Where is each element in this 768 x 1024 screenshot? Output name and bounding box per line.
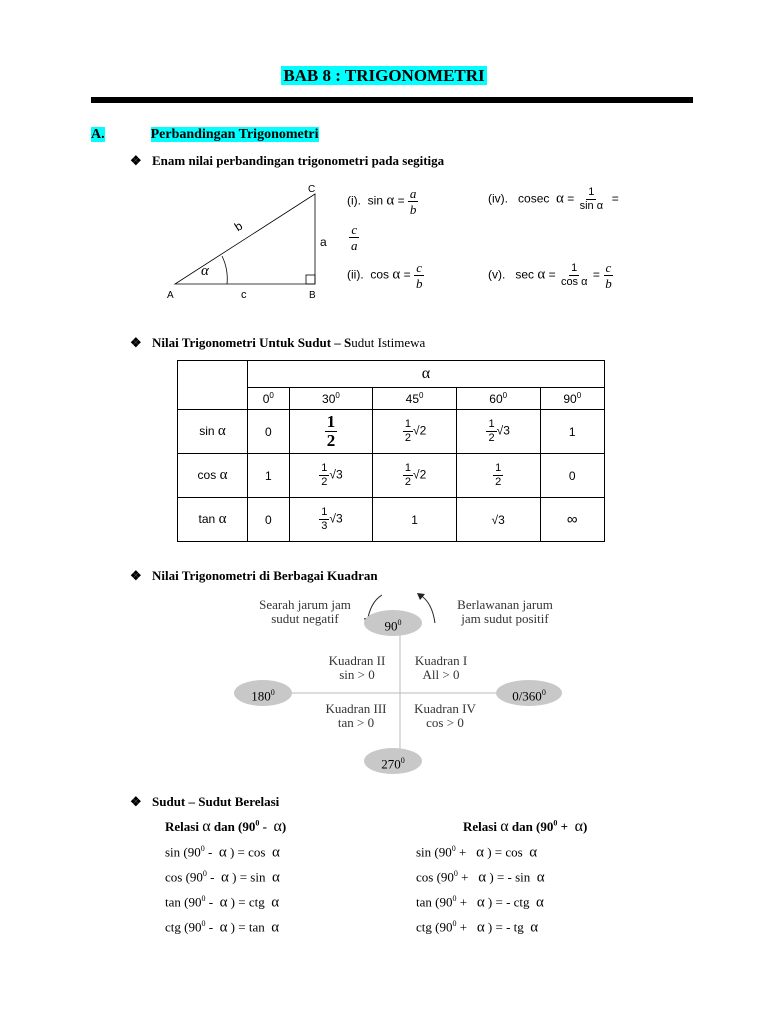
- relation-right-ctg: ctg ($90^0$ + α ) = - tg α: [416, 919, 539, 936]
- table-corner: [178, 361, 248, 410]
- bullet-related-angles: [130, 794, 279, 810]
- cos-30: $\frac{1}{2}$ √3: [289, 454, 373, 498]
- quadrant-0-360: $0/360^0$: [496, 680, 562, 706]
- relation-left-cos: $\cos (90^0$ - α ) = sin α: [165, 869, 280, 886]
- ratio-cosec-result: $\frac{c}{a}$: [351, 222, 358, 253]
- cos-60: $\frac{1}{2}$: [456, 454, 540, 498]
- quadrant-270: $270^0$: [364, 748, 422, 774]
- diamond-bullet-icon: ❖: [130, 335, 142, 350]
- vertex-a: A: [167, 290, 174, 301]
- relation-right-cos: $\cos (90^0$ + α ) = - sin α: [416, 869, 545, 886]
- tan-0: 0: [248, 498, 290, 542]
- cos-90: 0: [540, 454, 605, 498]
- side-b: b: [231, 218, 245, 235]
- sin-90: 1: [540, 410, 605, 454]
- angle-45: $45^0$: [373, 388, 457, 410]
- bullet-text-normal: udut Istimewa: [351, 335, 426, 350]
- bullet-text: Sudut – Sudut Berelasi: [152, 794, 280, 809]
- sin-30: $\frac{1}{2}$: [289, 410, 373, 454]
- quadrant-iii: Kuadran III tan > 0: [325, 701, 387, 730]
- diamond-bullet-icon: ❖: [130, 153, 142, 168]
- relation-left-ctg: ctg ($90^0$ - α ) = tan α: [165, 919, 280, 936]
- ratio-cos: (ii). cos α = $\frac{c}{b}$: [347, 260, 423, 291]
- table-row: [178, 498, 605, 542]
- vertex-b: B: [309, 290, 316, 301]
- row-label-sin: sin α: [178, 410, 248, 454]
- tan-60: √3: [456, 498, 540, 542]
- side-c: c: [241, 289, 247, 301]
- angle-30: $30^0$: [289, 388, 373, 410]
- relation-right-tan: $\tan (90^0$ + α ) = - ctg α: [416, 894, 544, 911]
- section-number: A.: [91, 127, 105, 142]
- bullet-quadrants: [130, 568, 378, 584]
- counterclockwise-label: Berlawanan jarum jam sudut positif: [457, 597, 553, 626]
- section-label: Perbandingan Trigonometri: [150, 127, 319, 142]
- title-rule: [91, 97, 693, 103]
- sin-45: $\frac{1}{2}$ √2: [373, 410, 457, 454]
- page-title: BAB 8 : TRIGONOMETRI: [283, 66, 485, 85]
- side-a: a: [320, 235, 327, 249]
- sin-0: 0: [248, 410, 290, 454]
- row-label-cos: cos α: [178, 454, 248, 498]
- tan-45: 1: [373, 498, 457, 542]
- table-row: [178, 410, 605, 454]
- quadrant-i: Kuadran I All > 0: [414, 653, 468, 682]
- relation-left-sin: $\sin (90^0$ - α ) = cos α: [165, 844, 280, 861]
- bullet-text: Nilai Trigonometri Untuk Sudut – S: [152, 335, 352, 350]
- bullet-text: Nilai Trigonometri di Berbagai Kuadran: [152, 568, 378, 583]
- diamond-bullet-icon: ❖: [130, 794, 142, 809]
- angle-60: $60^0$: [456, 388, 540, 410]
- bullet-text: Enam nilai perbandingan trigonometri pada segitiga: [152, 153, 445, 168]
- triangle-alpha: α: [201, 263, 209, 279]
- angle-90: $90^0$: [540, 388, 605, 410]
- relation-minus-header: Relasi α dan $(90^0 - \alpha)$: [165, 818, 287, 835]
- relation-right-sin: $\sin (90^0$ + α ) = cos α: [416, 844, 538, 861]
- tan-30: $\frac{1}{3}$ √3: [289, 498, 373, 542]
- ccw-arrow-icon: [420, 595, 435, 623]
- clockwise-label: Searah jarum jam sudut negatif: [259, 597, 351, 626]
- quadrant-ii: Kuadran II sin > 0: [328, 653, 386, 682]
- tan-90: ∞: [540, 498, 605, 542]
- ratio-sin: (i). sin α = $\frac{a}{b}$: [347, 186, 417, 217]
- right-triangle-diagram: [165, 180, 335, 305]
- table-row: [178, 454, 605, 498]
- quadrant-180: $180^0$: [234, 680, 292, 706]
- bullet-special-angles: [130, 335, 425, 351]
- quadrant-iv: Kuadran IV cos > 0: [414, 701, 476, 730]
- quadrant-90: $90^0$: [364, 610, 422, 636]
- diamond-bullet-icon: ❖: [130, 568, 142, 583]
- section-a-heading: [91, 127, 319, 143]
- vertex-c: C: [308, 184, 316, 195]
- sin-60: $\frac{1}{2}$ √3: [456, 410, 540, 454]
- row-label-tan: tan α: [178, 498, 248, 542]
- relation-left-tan: $\tan (90^0$ - α ) = ctg α: [165, 894, 280, 911]
- ratio-sec: (v). sec α = $\frac{1}{\text{cos α}}$ = $\frac{c}{b}$: [488, 260, 612, 291]
- bullet-six-ratios: [130, 153, 444, 169]
- cos-0: 1: [248, 454, 290, 498]
- cos-45: $\frac{1}{2}$ √2: [373, 454, 457, 498]
- ratio-cosec: (iv). cosec α = $\frac{1}{\text{sin α}}$ =: [488, 186, 619, 212]
- relation-plus-header: Relasi α dan $(90^0 + \alpha)$: [463, 818, 588, 835]
- alpha-header: α: [248, 361, 605, 388]
- angle-0: $0^0$: [248, 388, 290, 410]
- special-angles-table: [177, 360, 605, 542]
